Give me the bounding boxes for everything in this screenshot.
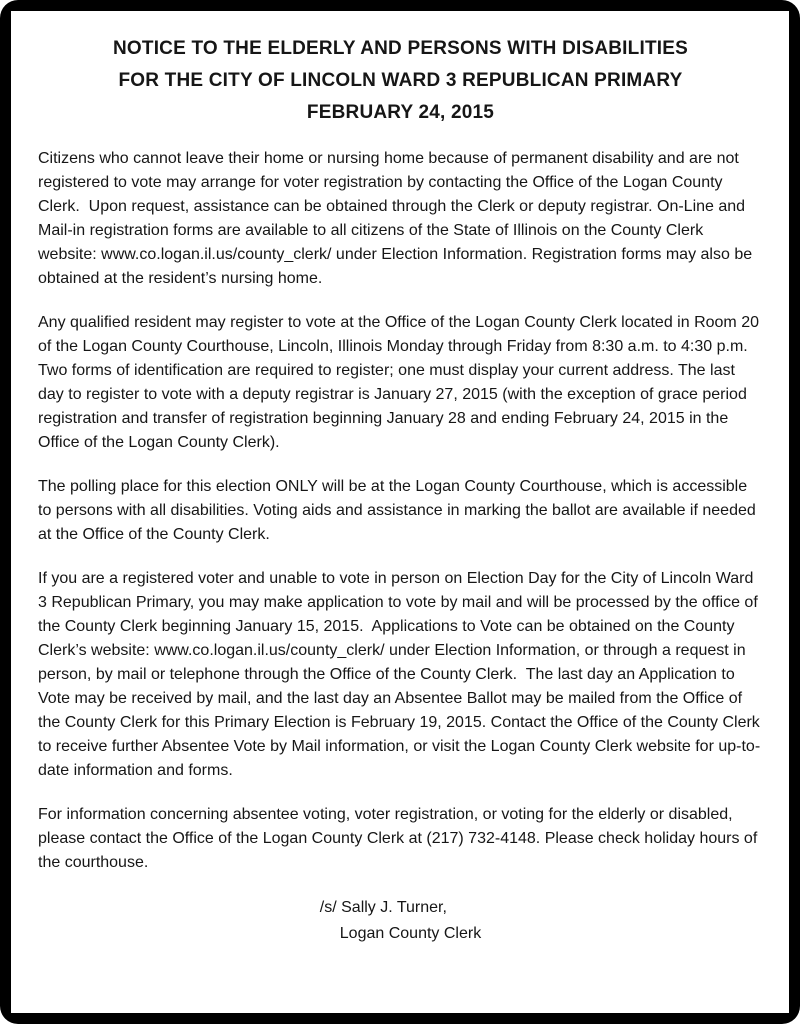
paragraph-register-office-hours: Any qualified resident may register to vote at the Office of the Logan County Clerk located in Room 20 of the Logan County Courthouse, Lincoln, Illinois Monday through Friday from 8:30 a.m. to 4:30 p.m. Two forms of identification are required to register; one must display your current address. The last day to register to vote with a deputy registrar is January 27, 2015 (with the exception of grace period registration and transfer of registration beginning January 28 and ending February 24, 2015 in the Office of the Logan County Clerk).: [38, 314, 764, 451]
paragraph-contact-info: For information concerning absentee voting, voter registration, or voting for the elderly or disabled, please contact the Office of the Logan County Clerk at (217) 732-4148. Please check holiday hours of the courthouse.: [38, 806, 762, 871]
paragraph-polling-place: The polling place for this election ONLY will be at the Logan County Courthouse, which is accessible to persons with all disabilities. Voting aids and assistance in marking the ballot are available if needed at the Office of the County Clerk.: [38, 478, 761, 543]
notice-body: [38, 147, 763, 875]
signature-name: /s/ Sally J. Turner,: [319, 899, 447, 916]
title-line-1: NOTICE TO THE ELDERLY AND PERSONS WITH DISABILITIES: [113, 38, 688, 59]
notice-page: [11, 11, 789, 1013]
paragraph-vote-by-mail: If you are a registered voter and unable to vote in person on Election Day for the City of Lincoln Ward 3 Republican Primary, you may make application to vote by mail and will be processed by the office of the County Clerk beginning January 15, 2015. Applications to Vote can be obtained on the County Clerk’s website: www.co.logan.il.us/county_clerk/ under Election Information, or through a request in person, by mail or telephone through the Office of the County Clerk. The last day an Application to Vote may be received by mail, and the last day an Absentee Ballot may be mailed from the Office of the County Clerk for this Primary Election is February 19, 2015. Contact the Office of the County Clerk to receive further Absentee Vote by Mail information, or visit the Logan County Clerk website for up-to-date information and forms.: [38, 570, 765, 779]
signature-inner: [320, 895, 481, 947]
paragraph-voter-registration: Citizens who cannot leave their home or nursing home because of permanent disability and are not registered to vote may arrange for voter registration by contacting the Office of the Logan County Clerk. Upon request, assistance can be obtained through the Clerk or deputy registrar. On-Line and Mail-in registration forms are available to all citizens of the State of Illinois on the County Clerk website: www.co.logan.il.us/county_clerk/ under Election Information. Registration forms may also be obtained at the resident’s nursing home.: [38, 150, 757, 287]
title-line-2: FOR THE CITY OF LINCOLN WARD 3 REPUBLICAN PRIMARY: [118, 70, 683, 91]
notice-title: [38, 33, 763, 129]
title-line-3: FEBRUARY 24, 2015: [306, 102, 495, 123]
signature-block: [38, 895, 763, 947]
signature-title: Logan County Clerk: [339, 925, 482, 942]
